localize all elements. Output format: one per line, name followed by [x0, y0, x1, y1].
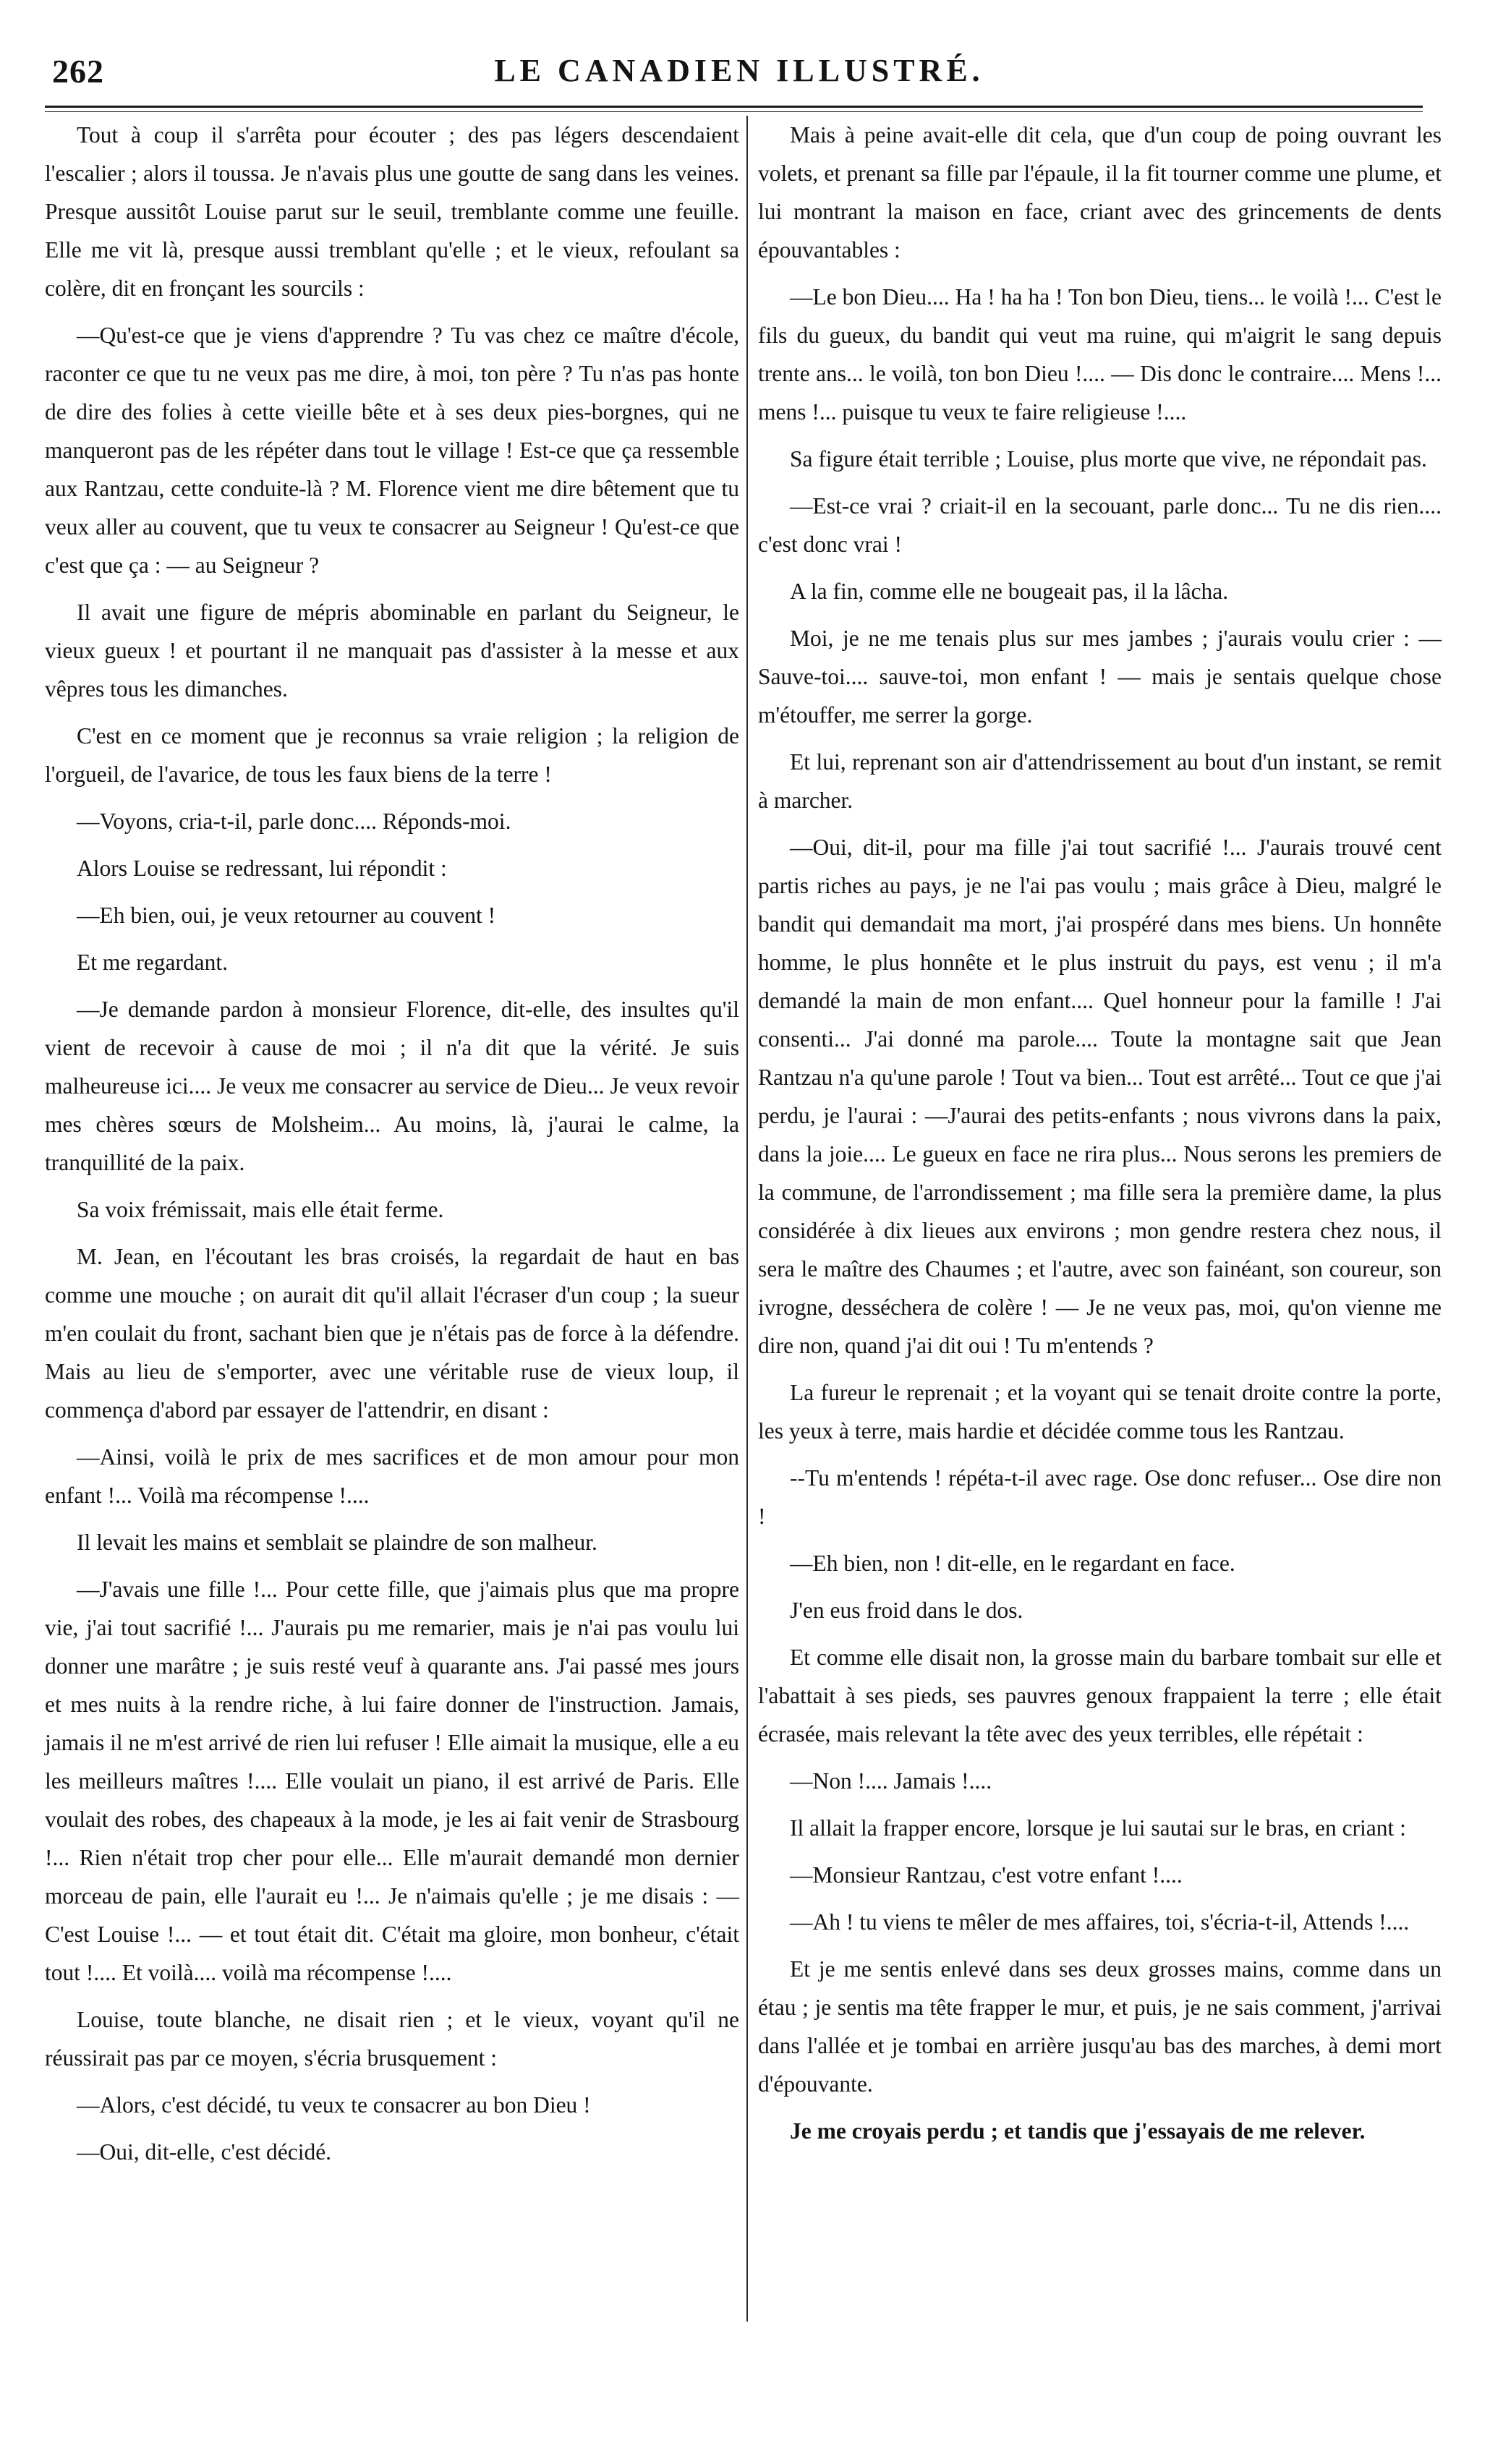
paragraph: Sa figure était terrible ; Louise, plus morte que vive, ne répondait pas. — [790, 446, 1427, 472]
paragraph: Et lui, reprenant son air d'attendrissement au bout d'un instant, se remit à marcher. — [758, 749, 1442, 813]
paragraph: --Tu m'entends ! répéta-t-il avec rage. Ose donc refuser... Ose dire non ! — [758, 1465, 1442, 1529]
paragraph: Sa voix frémissait, mais elle était ferme. — [77, 1197, 444, 1222]
paragraph: Je me croyais perdu ; et tandis que j'essayais de me relever. — [790, 2118, 1366, 2144]
journal-title: LE CANADIEN ILLUSTRÉ. — [494, 53, 984, 88]
paragraph: —Le bon Dieu.... Ha ! ha ha ! Ton bon Dieu, tiens... le voilà !... C'est le fils du gueux, du bandit qui veut ma ruine, qui m'aigrit le sang depuis trente ans... le voilà, ton bon Dieu !.... — Dis donc le contraire.... Mens !... mens !... puisque tu veux te faire religieuse !.... — [758, 284, 1442, 425]
paragraph: —Est-ce vrai ? criait-il en la secouant, parle donc... Tu ne dis rien.... c'est donc vrai ! — [758, 493, 1442, 557]
paragraph: Et me regardant. — [77, 950, 229, 975]
paragraph: —Voyons, cria-t-il, parle donc.... Réponds-moi. — [77, 809, 511, 834]
paragraph: Mais à peine avait-elle dit cela, que d'un coup de poing ouvrant les volets, et prenant sa fille par l'épaule, il la fit tourner comme une plume, et lui montrant la maison en face, criant avec des grincements de dents épouvantables : — [758, 122, 1442, 263]
paragraph: Et je me sentis enlevé dans ses deux grosses mains, comme dans un étau ; je sentis ma tête frapper le mur, et puis, je ne sais comment, j'arrivai dans l'allée et je tombai en arrière jusqu'au bas des marches, à demi mort d'épouvante. — [758, 1956, 1442, 2097]
paragraph: —Qu'est-ce que je viens d'apprendre ? Tu vas chez ce maître d'école, raconter ce que tu ne veux pas me dire, à moi, ton père ? Tu n'as pas honte de dire des folies à cette vieille bête et à ses deux pies-borgnes, qui ne manqueront pas de les répéter dans tout le village ! Est-ce que ça ressemble aux Rantzau, cette conduite-là ? M. Florence vient me dire bêtement que tu veux aller au couvent, que tu veux te consacrer au Seigneur ! Qu'est-ce que c'est que ça : — au Seigneur ? — [45, 323, 739, 578]
paragraph: —Oui, dit-elle, c'est décidé. — [77, 2139, 332, 2165]
right-column — [758, 116, 1442, 2159]
paragraph: —Alors, c'est décidé, tu veux te consacrer au bon Dieu ! — [77, 2092, 591, 2118]
paragraph: Tout à coup il s'arrêta pour écouter ; des pas légers descendaient l'escalier ; alors il toussa. Je n'avais plus une goutte de sang dans les veines. Presque aussitôt Louise parut sur le seuil, tremblante comme une feuille. Elle me vit là, presque aussi tremblant qu'elle ; et le vieux, refoulant sa colère, dit en fronçant les sourcils : — [45, 122, 739, 301]
paragraph: —Monsieur Rantzau, c'est votre enfant !.... — [790, 1862, 1183, 1888]
paragraph: —Ainsi, voilà le prix de mes sacrifices et de mon amour pour mon enfant !... Voilà ma récompense !.... — [45, 1444, 739, 1508]
paragraph: J'en eus froid dans le dos. — [790, 1598, 1023, 1623]
page-number: 262 — [52, 53, 104, 90]
paragraph: Et comme elle disait non, la grosse main du barbare tombait sur elle et l'abattait à ses pieds, ses pauvres genoux frappaient la terre ; elle était écrasée, mais relevant la tête avec des yeux terribles, elle répétait : — [758, 1645, 1442, 1747]
paragraph: Alors Louise se redressant, lui répondit : — [77, 856, 447, 881]
page-header — [52, 52, 1426, 103]
header-rule — [45, 106, 1423, 112]
paragraph: Il levait les mains et semblait se plaindre de son malheur. — [77, 1530, 597, 1555]
column-divider — [746, 116, 748, 2322]
paragraph: —J'avais une fille !... Pour cette fille, que j'aimais plus que ma propre vie, j'ai tout sacrifié !... J'aurais pu me remarier, mais je n'ai pas voulu lui donner une marâtre ; je suis resté veuf à quarante ans. J'ai passé mes jours et mes nuits à la rendre riche, à lui faire donner de l'instruction. Jamais, jamais il ne m'est arrivé de rien lui refuser ! Elle aimait la musique, elle a eu les meilleurs maîtres !.... Elle voulait un piano, il est arrivé de Paris. Elle voulait des robes, des chapeaux à la mode, je les ai fait venir de Strasbourg !... Rien n'était trop cher pour elle... Elle m'aurait demandé mon dernier morceau de pain, elle l'aurait eu !... Je n'aimais qu'elle ; je me disais : — C'est Louise !... — et tout était dit. C'était ma gloire, mon bonheur, c'était tout !.... Et voilà.... voilà ma récompense !.... — [45, 1577, 739, 1985]
paragraph: —Non !.... Jamais !.... — [790, 1768, 992, 1794]
paragraph: Moi, je ne me tenais plus sur mes jambes ; j'aurais voulu crier : — Sauve-toi.... sauve-toi, mon enfant ! — mais je sentais quelque chose m'étouffer, me serrer la gorge. — [758, 626, 1442, 728]
paragraph: Il allait la frapper encore, lorsque je lui sautai sur le bras, en criant : — [790, 1815, 1406, 1841]
paragraph: M. Jean, en l'écoutant les bras croisés, la regardait de haut en bas comme une mouche ; on aurait dit qu'il allait l'écraser d'un coup ; la sueur m'en coulait du front, sachant bien que je n'étais pas de force à la défendre. Mais au lieu de s'emporter, avec une véritable ruse de vieux loup, il commença d'abord par essayer de l'attendrir, en disant : — [45, 1244, 739, 1423]
paragraph: Il avait une figure de mépris abominable en parlant du Seigneur, le vieux gueux ! et pourtant il ne manquait pas d'assister à la messe et aux vêpres tous les dimanches. — [45, 600, 739, 702]
paragraph: —Eh bien, non ! dit-elle, en le regardant en face. — [790, 1551, 1235, 1576]
paragraph: —Oui, dit-il, pour ma fille j'ai tout sacrifié !... J'aurais trouvé cent partis riches au pays, je ne l'ai pas voulu ; mais grâce à Dieu, malgré le bandit qui demandait ma mort, j'ai prospéré dans mes biens. Un honnête homme, le plus honnête et le plus instruit du pays, est venu ; il m'a demandé la main de mon enfant.... Quel honneur pour la famille ! J'ai consenti... J'ai donné ma parole.... Toute la montagne sait que Jean Rantzau n'a qu'une parole ! Tout va bien... Tout est arrêté... Tout ce que j'ai perdu, je l'aurai : —J'aurai des petits-enfants ; nous vivrons dans la paix, dans la joie.... Le gueux en face ne rira plus... Nous serons les premiers de la commune, de l'arrondissement ; ma fille sera la première dame, la plus considérée à dix lieues aux environs ; mon gendre restera chez nous, il sera le maître des Chaumes ; et l'autre, avec son fainéant, son coureur, son ivrogne, desséchera de colère ! — Je ne veux pas, moi, qu'on vienne me dire non, quand j'ai dit oui ! Tu m'entends ? — [758, 835, 1442, 1358]
paragraph: —Je demande pardon à monsieur Florence, dit-elle, des insultes qu'il vient de recevoir à cause de moi ; il n'a dit que la vérité. Je suis malheureuse ici.... Je veux me consacrer au service de Dieu... Je veux revoir mes chères sœurs de Molsheim... Au moins, là, j'aurai le calme, la tranquillité de la paix. — [45, 997, 739, 1175]
paragraph: La fureur le reprenait ; et la voyant qui se tenait droite contre la porte, les yeux à terre, mais hardie et décidée comme tous les Rantzau. — [758, 1380, 1442, 1444]
paragraph: —Ah ! tu viens te mêler de mes affaires, toi, s'écria-t-il, Attends !.... — [790, 1909, 1410, 1935]
paragraph: —Eh bien, oui, je veux retourner au couvent ! — [77, 903, 496, 928]
left-column — [45, 116, 739, 2180]
paragraph: Louise, toute blanche, ne disait rien ; et le vieux, voyant qu'il ne réussirait pas par ce moyen, s'écria brusquement : — [45, 2007, 739, 2071]
paragraph: C'est en ce moment que je reconnus sa vraie religion ; la religion de l'orgueil, de l'avarice, de tous les faux biens de la terre ! — [45, 723, 739, 787]
paragraph: A la fin, comme elle ne bougeait pas, il la lâcha. — [790, 579, 1229, 604]
